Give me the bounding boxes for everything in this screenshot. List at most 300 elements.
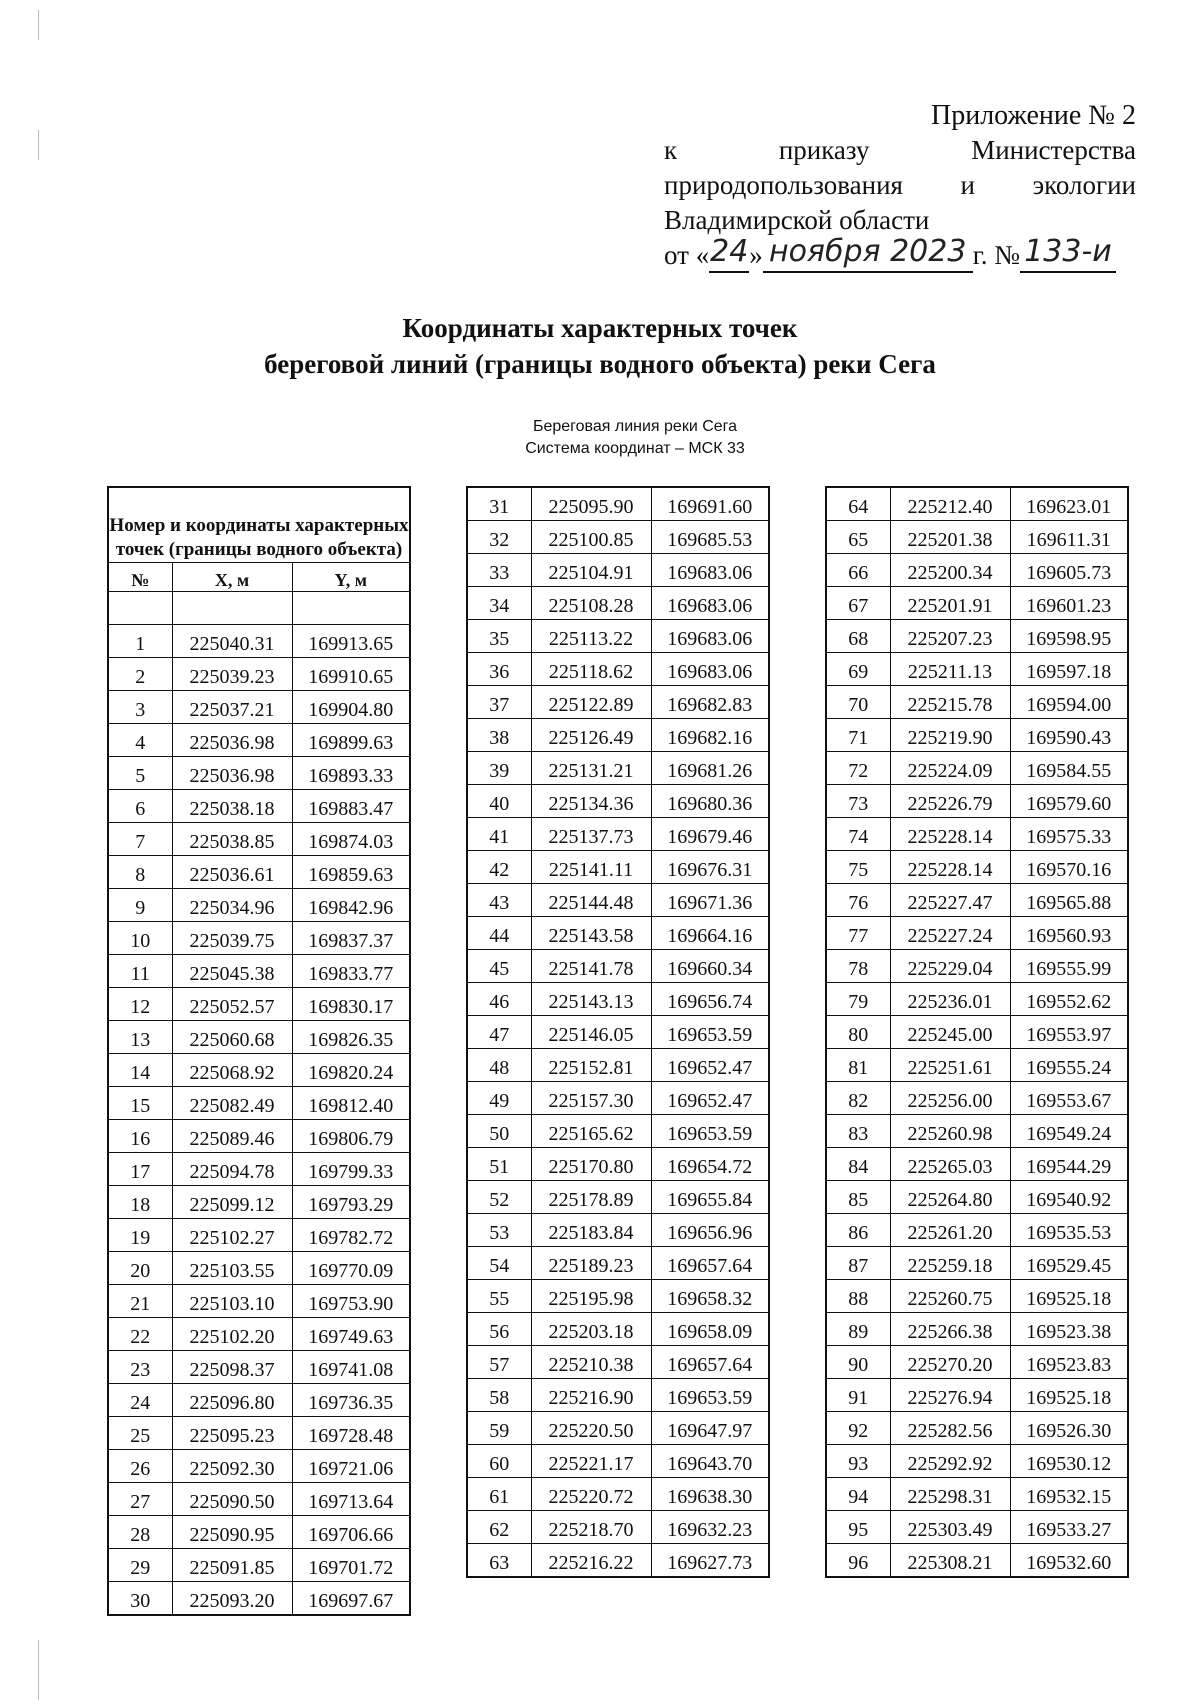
point-number: 6 <box>108 790 172 823</box>
x-coordinate: 225220.72 <box>531 1478 651 1511</box>
y-coordinate: 169728.48 <box>292 1417 410 1450</box>
point-number: 91 <box>826 1379 890 1412</box>
x-coordinate: 225144.48 <box>531 884 651 917</box>
point-number: 50 <box>467 1115 531 1148</box>
point-number: 23 <box>108 1351 172 1384</box>
point-number: 16 <box>108 1120 172 1153</box>
x-coordinate: 225224.09 <box>890 752 1010 785</box>
y-coordinate: 169680.36 <box>651 785 769 818</box>
table-row <box>108 1417 410 1450</box>
x-coordinate: 225170.80 <box>531 1148 651 1181</box>
y-coordinate: 169683.06 <box>651 554 769 587</box>
point-number: 57 <box>467 1346 531 1379</box>
x-coordinate: 225229.04 <box>890 950 1010 983</box>
table-row <box>826 983 1128 1016</box>
y-coordinate: 169611.31 <box>1010 521 1128 554</box>
point-number: 17 <box>108 1153 172 1186</box>
point-number: 86 <box>826 1214 890 1247</box>
y-coordinate: 169913.65 <box>292 625 410 658</box>
point-number: 68 <box>826 620 890 653</box>
y-coordinate: 169683.06 <box>651 587 769 620</box>
table-row <box>826 1379 1128 1412</box>
x-coordinate: 225089.46 <box>172 1120 292 1153</box>
coordinate-system-caption <box>0 416 1200 460</box>
table-row <box>467 1313 769 1346</box>
point-number: 71 <box>826 719 890 752</box>
table-row <box>467 521 769 554</box>
table-row <box>826 950 1128 983</box>
point-number: 53 <box>467 1214 531 1247</box>
y-coordinate: 169653.59 <box>651 1379 769 1412</box>
y-coordinate: 169652.47 <box>651 1082 769 1115</box>
table-row <box>108 1285 410 1318</box>
table-row <box>467 653 769 686</box>
table-row <box>826 1049 1128 1082</box>
table-row <box>826 487 1128 521</box>
empty-spacer-row <box>108 592 410 625</box>
y-coordinate: 169782.72 <box>292 1219 410 1252</box>
point-number: 84 <box>826 1148 890 1181</box>
y-coordinate: 169623.01 <box>1010 487 1128 521</box>
y-coordinate: 169565.88 <box>1010 884 1128 917</box>
point-number: 62 <box>467 1511 531 1544</box>
appendix-word: природопользования <box>664 170 903 200</box>
table-row <box>467 1148 769 1181</box>
point-number: 38 <box>467 719 531 752</box>
table-row <box>826 1445 1128 1478</box>
y-coordinate: 169676.31 <box>651 851 769 884</box>
table-row <box>826 851 1128 884</box>
y-coordinate: 169523.38 <box>1010 1313 1128 1346</box>
caption-line-1: Береговая линия реки Сега <box>532 418 738 435</box>
title-line-2: береговой линий (границы водного объекта) реки Сега <box>264 349 936 379</box>
x-coordinate: 225091.85 <box>172 1549 292 1582</box>
point-number: 42 <box>467 851 531 884</box>
point-number: 4 <box>108 724 172 757</box>
x-coordinate: 225122.89 <box>531 686 651 719</box>
table-row <box>108 922 410 955</box>
y-coordinate: 169532.60 <box>1010 1544 1128 1578</box>
table-row <box>826 1082 1128 1115</box>
y-coordinate: 169899.63 <box>292 724 410 757</box>
table-row <box>467 1445 769 1478</box>
x-coordinate: 225037.21 <box>172 691 292 724</box>
x-coordinate: 225040.31 <box>172 625 292 658</box>
point-number: 65 <box>826 521 890 554</box>
y-coordinate: 169833.77 <box>292 955 410 988</box>
point-number: 10 <box>108 922 172 955</box>
point-number: 76 <box>826 884 890 917</box>
point-number: 92 <box>826 1412 890 1445</box>
y-coordinate: 169770.09 <box>292 1252 410 1285</box>
y-coordinate: 169627.73 <box>651 1544 769 1578</box>
x-coordinate: 225265.03 <box>890 1148 1010 1181</box>
x-coordinate: 225034.96 <box>172 889 292 922</box>
table-row <box>826 785 1128 818</box>
x-coordinate: 225103.10 <box>172 1285 292 1318</box>
table-row <box>826 1181 1128 1214</box>
x-coordinate: 225102.20 <box>172 1318 292 1351</box>
y-coordinate: 169643.70 <box>651 1445 769 1478</box>
x-coordinate: 225303.49 <box>890 1511 1010 1544</box>
point-number: 2 <box>108 658 172 691</box>
x-coordinate: 225143.58 <box>531 917 651 950</box>
appendix-line-4: Владимирской области <box>664 205 930 235</box>
point-number: 40 <box>467 785 531 818</box>
y-coordinate: 169652.47 <box>651 1049 769 1082</box>
y-coordinate: 169653.59 <box>651 1016 769 1049</box>
point-number: 60 <box>467 1445 531 1478</box>
table-row <box>826 587 1128 620</box>
table-row <box>826 620 1128 653</box>
point-number: 72 <box>826 752 890 785</box>
point-number: 41 <box>467 818 531 851</box>
table-row <box>467 917 769 950</box>
x-coordinate: 225216.90 <box>531 1379 651 1412</box>
x-coordinate: 225152.81 <box>531 1049 651 1082</box>
table-row <box>108 1021 410 1054</box>
x-coordinate: 225220.50 <box>531 1412 651 1445</box>
point-number: 78 <box>826 950 890 983</box>
table-row <box>826 884 1128 917</box>
table-row <box>826 653 1128 686</box>
y-coordinate: 169553.67 <box>1010 1082 1128 1115</box>
point-number: 29 <box>108 1549 172 1582</box>
x-coordinate: 225098.37 <box>172 1351 292 1384</box>
document-title <box>0 310 1200 382</box>
y-coordinate: 169530.12 <box>1010 1445 1128 1478</box>
x-coordinate: 225215.78 <box>890 686 1010 719</box>
x-coordinate: 225052.57 <box>172 988 292 1021</box>
point-number: 12 <box>108 988 172 1021</box>
y-coordinate: 169549.24 <box>1010 1115 1128 1148</box>
point-number: 27 <box>108 1483 172 1516</box>
column-header-number: № <box>108 563 172 592</box>
table-row <box>467 1016 769 1049</box>
point-number: 79 <box>826 983 890 1016</box>
point-number: 96 <box>826 1544 890 1578</box>
table-row <box>108 955 410 988</box>
y-coordinate: 169812.40 <box>292 1087 410 1120</box>
table-row <box>108 823 410 856</box>
y-coordinate: 169682.16 <box>651 719 769 752</box>
left-margin-line <box>38 1640 39 1700</box>
x-coordinate: 225039.75 <box>172 922 292 955</box>
x-coordinate: 225104.91 <box>531 554 651 587</box>
y-coordinate: 169826.35 <box>292 1021 410 1054</box>
point-number: 90 <box>826 1346 890 1379</box>
y-coordinate: 169544.29 <box>1010 1148 1128 1181</box>
y-coordinate: 169532.15 <box>1010 1478 1128 1511</box>
y-coordinate: 169657.64 <box>651 1247 769 1280</box>
point-number: 74 <box>826 818 890 851</box>
appendix-line-3 <box>664 168 1136 203</box>
coordinates-table-1 <box>107 486 411 1616</box>
table-row <box>467 1247 769 1280</box>
point-number: 45 <box>467 950 531 983</box>
x-coordinate: 225068.92 <box>172 1054 292 1087</box>
table-row <box>108 1549 410 1582</box>
y-coordinate: 169830.17 <box>292 988 410 1021</box>
x-coordinate: 225260.98 <box>890 1115 1010 1148</box>
point-number: 81 <box>826 1049 890 1082</box>
table-row <box>467 1511 769 1544</box>
point-number: 89 <box>826 1313 890 1346</box>
x-coordinate: 225210.38 <box>531 1346 651 1379</box>
table-row <box>826 554 1128 587</box>
y-coordinate: 169671.36 <box>651 884 769 917</box>
x-coordinate: 225036.61 <box>172 856 292 889</box>
y-coordinate: 169683.06 <box>651 653 769 686</box>
y-coordinate: 169655.84 <box>651 1181 769 1214</box>
x-coordinate: 225260.75 <box>890 1280 1010 1313</box>
table-row <box>108 1186 410 1219</box>
point-number: 73 <box>826 785 890 818</box>
x-coordinate: 225292.92 <box>890 1445 1010 1478</box>
table-row <box>108 1384 410 1417</box>
x-coordinate: 225308.21 <box>890 1544 1010 1578</box>
table-row <box>467 785 769 818</box>
point-number: 47 <box>467 1016 531 1049</box>
x-coordinate: 225146.05 <box>531 1016 651 1049</box>
point-number: 83 <box>826 1115 890 1148</box>
y-coordinate: 169713.64 <box>292 1483 410 1516</box>
x-coordinate: 225282.56 <box>890 1412 1010 1445</box>
table-row <box>467 1049 769 1082</box>
appendix-line-2 <box>664 133 1136 168</box>
y-coordinate: 169799.33 <box>292 1153 410 1186</box>
point-number: 85 <box>826 1181 890 1214</box>
table-row <box>467 884 769 917</box>
table-row <box>467 950 769 983</box>
table-row <box>108 691 410 724</box>
x-coordinate: 225216.22 <box>531 1544 651 1578</box>
y-coordinate: 169523.83 <box>1010 1346 1128 1379</box>
point-number: 54 <box>467 1247 531 1280</box>
point-number: 66 <box>826 554 890 587</box>
x-coordinate: 225195.98 <box>531 1280 651 1313</box>
table-row <box>467 1214 769 1247</box>
x-coordinate: 225200.34 <box>890 554 1010 587</box>
appendix-word: и <box>960 170 975 200</box>
x-coordinate: 225103.55 <box>172 1252 292 1285</box>
x-coordinate: 225102.27 <box>172 1219 292 1252</box>
point-number: 9 <box>108 889 172 922</box>
y-coordinate: 169598.95 <box>1010 620 1128 653</box>
x-coordinate: 225245.00 <box>890 1016 1010 1049</box>
y-coordinate: 169533.27 <box>1010 1511 1128 1544</box>
x-coordinate: 225212.40 <box>890 487 1010 521</box>
point-number: 37 <box>467 686 531 719</box>
table-row <box>826 521 1128 554</box>
x-coordinate: 225045.38 <box>172 955 292 988</box>
point-number: 58 <box>467 1379 531 1412</box>
y-coordinate: 169579.60 <box>1010 785 1128 818</box>
table-row <box>467 1115 769 1148</box>
x-coordinate: 225126.49 <box>531 719 651 752</box>
appendix-title: Приложение № 2 <box>931 100 1136 131</box>
y-coordinate: 169806.79 <box>292 1120 410 1153</box>
table-row <box>826 1214 1128 1247</box>
point-number: 44 <box>467 917 531 950</box>
y-coordinate: 169721.06 <box>292 1450 410 1483</box>
y-coordinate: 169874.03 <box>292 823 410 856</box>
y-coordinate: 169647.97 <box>651 1412 769 1445</box>
x-coordinate: 225251.61 <box>890 1049 1010 1082</box>
point-number: 26 <box>108 1450 172 1483</box>
point-number: 43 <box>467 884 531 917</box>
y-coordinate: 169653.59 <box>651 1115 769 1148</box>
y-coordinate: 169552.62 <box>1010 983 1128 1016</box>
x-coordinate: 225095.90 <box>531 487 651 521</box>
y-coordinate: 169697.67 <box>292 1582 410 1616</box>
table-row <box>826 1280 1128 1313</box>
table-row <box>467 719 769 752</box>
y-coordinate: 169691.60 <box>651 487 769 521</box>
point-number: 39 <box>467 752 531 785</box>
table-row <box>108 1120 410 1153</box>
x-coordinate: 225228.14 <box>890 818 1010 851</box>
y-coordinate: 169594.00 <box>1010 686 1128 719</box>
y-coordinate: 169601.23 <box>1010 587 1128 620</box>
y-coordinate: 169793.29 <box>292 1186 410 1219</box>
column-header-y: Y, м <box>292 563 410 592</box>
point-number: 18 <box>108 1186 172 1219</box>
point-number: 20 <box>108 1252 172 1285</box>
point-number: 32 <box>467 521 531 554</box>
x-coordinate: 225236.01 <box>890 983 1010 1016</box>
table-row <box>467 1346 769 1379</box>
y-coordinate: 169540.92 <box>1010 1181 1128 1214</box>
y-coordinate: 169679.46 <box>651 818 769 851</box>
point-number: 11 <box>108 955 172 988</box>
point-number: 52 <box>467 1181 531 1214</box>
x-coordinate: 225157.30 <box>531 1082 651 1115</box>
appendix-word: приказу <box>778 135 870 165</box>
point-number: 33 <box>467 554 531 587</box>
date-month-year <box>763 234 973 273</box>
point-number: 31 <box>467 487 531 521</box>
x-coordinate: 225276.94 <box>890 1379 1010 1412</box>
table-row <box>467 554 769 587</box>
x-coordinate: 225036.98 <box>172 724 292 757</box>
point-number: 88 <box>826 1280 890 1313</box>
y-coordinate: 169741.08 <box>292 1351 410 1384</box>
point-number: 15 <box>108 1087 172 1120</box>
y-coordinate: 169910.65 <box>292 658 410 691</box>
table-row <box>826 1148 1128 1181</box>
table-row <box>467 818 769 851</box>
table-row <box>108 1483 410 1516</box>
table-row <box>108 658 410 691</box>
x-coordinate: 225118.62 <box>531 653 651 686</box>
x-coordinate: 225090.50 <box>172 1483 292 1516</box>
point-number: 46 <box>467 983 531 1016</box>
table-row <box>108 724 410 757</box>
y-coordinate: 169859.63 <box>292 856 410 889</box>
coordinates-table-3 <box>825 486 1129 1578</box>
date-prefix: от « <box>664 240 710 270</box>
point-number: 7 <box>108 823 172 856</box>
table-row <box>467 752 769 785</box>
point-number: 75 <box>826 851 890 884</box>
y-coordinate: 169605.73 <box>1010 554 1128 587</box>
x-coordinate: 225178.89 <box>531 1181 651 1214</box>
table-row <box>826 1412 1128 1445</box>
x-coordinate: 225143.13 <box>531 983 651 1016</box>
point-number: 51 <box>467 1148 531 1181</box>
x-coordinate: 225219.90 <box>890 719 1010 752</box>
x-coordinate: 225183.84 <box>531 1214 651 1247</box>
table-row <box>108 790 410 823</box>
handwritten-month-year: ноября 2023 <box>768 234 967 269</box>
table-row <box>467 686 769 719</box>
point-number: 30 <box>108 1582 172 1616</box>
y-coordinate: 169749.63 <box>292 1318 410 1351</box>
y-coordinate: 169656.96 <box>651 1214 769 1247</box>
x-coordinate: 225256.00 <box>890 1082 1010 1115</box>
table-row <box>467 1082 769 1115</box>
table-row <box>826 917 1128 950</box>
x-coordinate: 225226.79 <box>890 785 1010 818</box>
table-row <box>826 1346 1128 1379</box>
x-coordinate: 225261.20 <box>890 1214 1010 1247</box>
y-coordinate: 169526.30 <box>1010 1412 1128 1445</box>
point-number: 56 <box>467 1313 531 1346</box>
x-coordinate: 225137.73 <box>531 818 651 851</box>
x-coordinate: 225270.20 <box>890 1346 1010 1379</box>
x-coordinate: 225113.22 <box>531 620 651 653</box>
point-number: 67 <box>826 587 890 620</box>
table-row <box>108 1318 410 1351</box>
x-coordinate: 225259.18 <box>890 1247 1010 1280</box>
x-coordinate: 225095.23 <box>172 1417 292 1450</box>
point-number: 49 <box>467 1082 531 1115</box>
point-number: 5 <box>108 757 172 790</box>
y-coordinate: 169820.24 <box>292 1054 410 1087</box>
table-row <box>108 1219 410 1252</box>
date-day <box>709 234 749 273</box>
table-row <box>108 757 410 790</box>
y-coordinate: 169681.26 <box>651 752 769 785</box>
y-coordinate: 169893.33 <box>292 757 410 790</box>
y-coordinate: 169535.53 <box>1010 1214 1128 1247</box>
point-number: 87 <box>826 1247 890 1280</box>
table-row <box>108 856 410 889</box>
appendix-header <box>664 98 1136 273</box>
order-number-label: г. № <box>972 240 1020 270</box>
y-coordinate: 169632.23 <box>651 1511 769 1544</box>
point-number: 82 <box>826 1082 890 1115</box>
y-coordinate: 169555.99 <box>1010 950 1128 983</box>
point-number: 55 <box>467 1280 531 1313</box>
point-number: 61 <box>467 1478 531 1511</box>
y-coordinate: 169664.16 <box>651 917 769 950</box>
x-coordinate: 225266.38 <box>890 1313 1010 1346</box>
table-row <box>108 1054 410 1087</box>
y-coordinate: 169706.66 <box>292 1516 410 1549</box>
x-coordinate: 225201.91 <box>890 587 1010 620</box>
y-coordinate: 169529.45 <box>1010 1247 1128 1280</box>
table-row <box>826 1016 1128 1049</box>
x-coordinate: 225036.98 <box>172 757 292 790</box>
table-row <box>467 487 769 521</box>
x-coordinate: 225100.85 <box>531 521 651 554</box>
table-row <box>108 1153 410 1186</box>
y-coordinate: 169597.18 <box>1010 653 1128 686</box>
y-coordinate: 169656.74 <box>651 983 769 1016</box>
x-coordinate: 225096.80 <box>172 1384 292 1417</box>
